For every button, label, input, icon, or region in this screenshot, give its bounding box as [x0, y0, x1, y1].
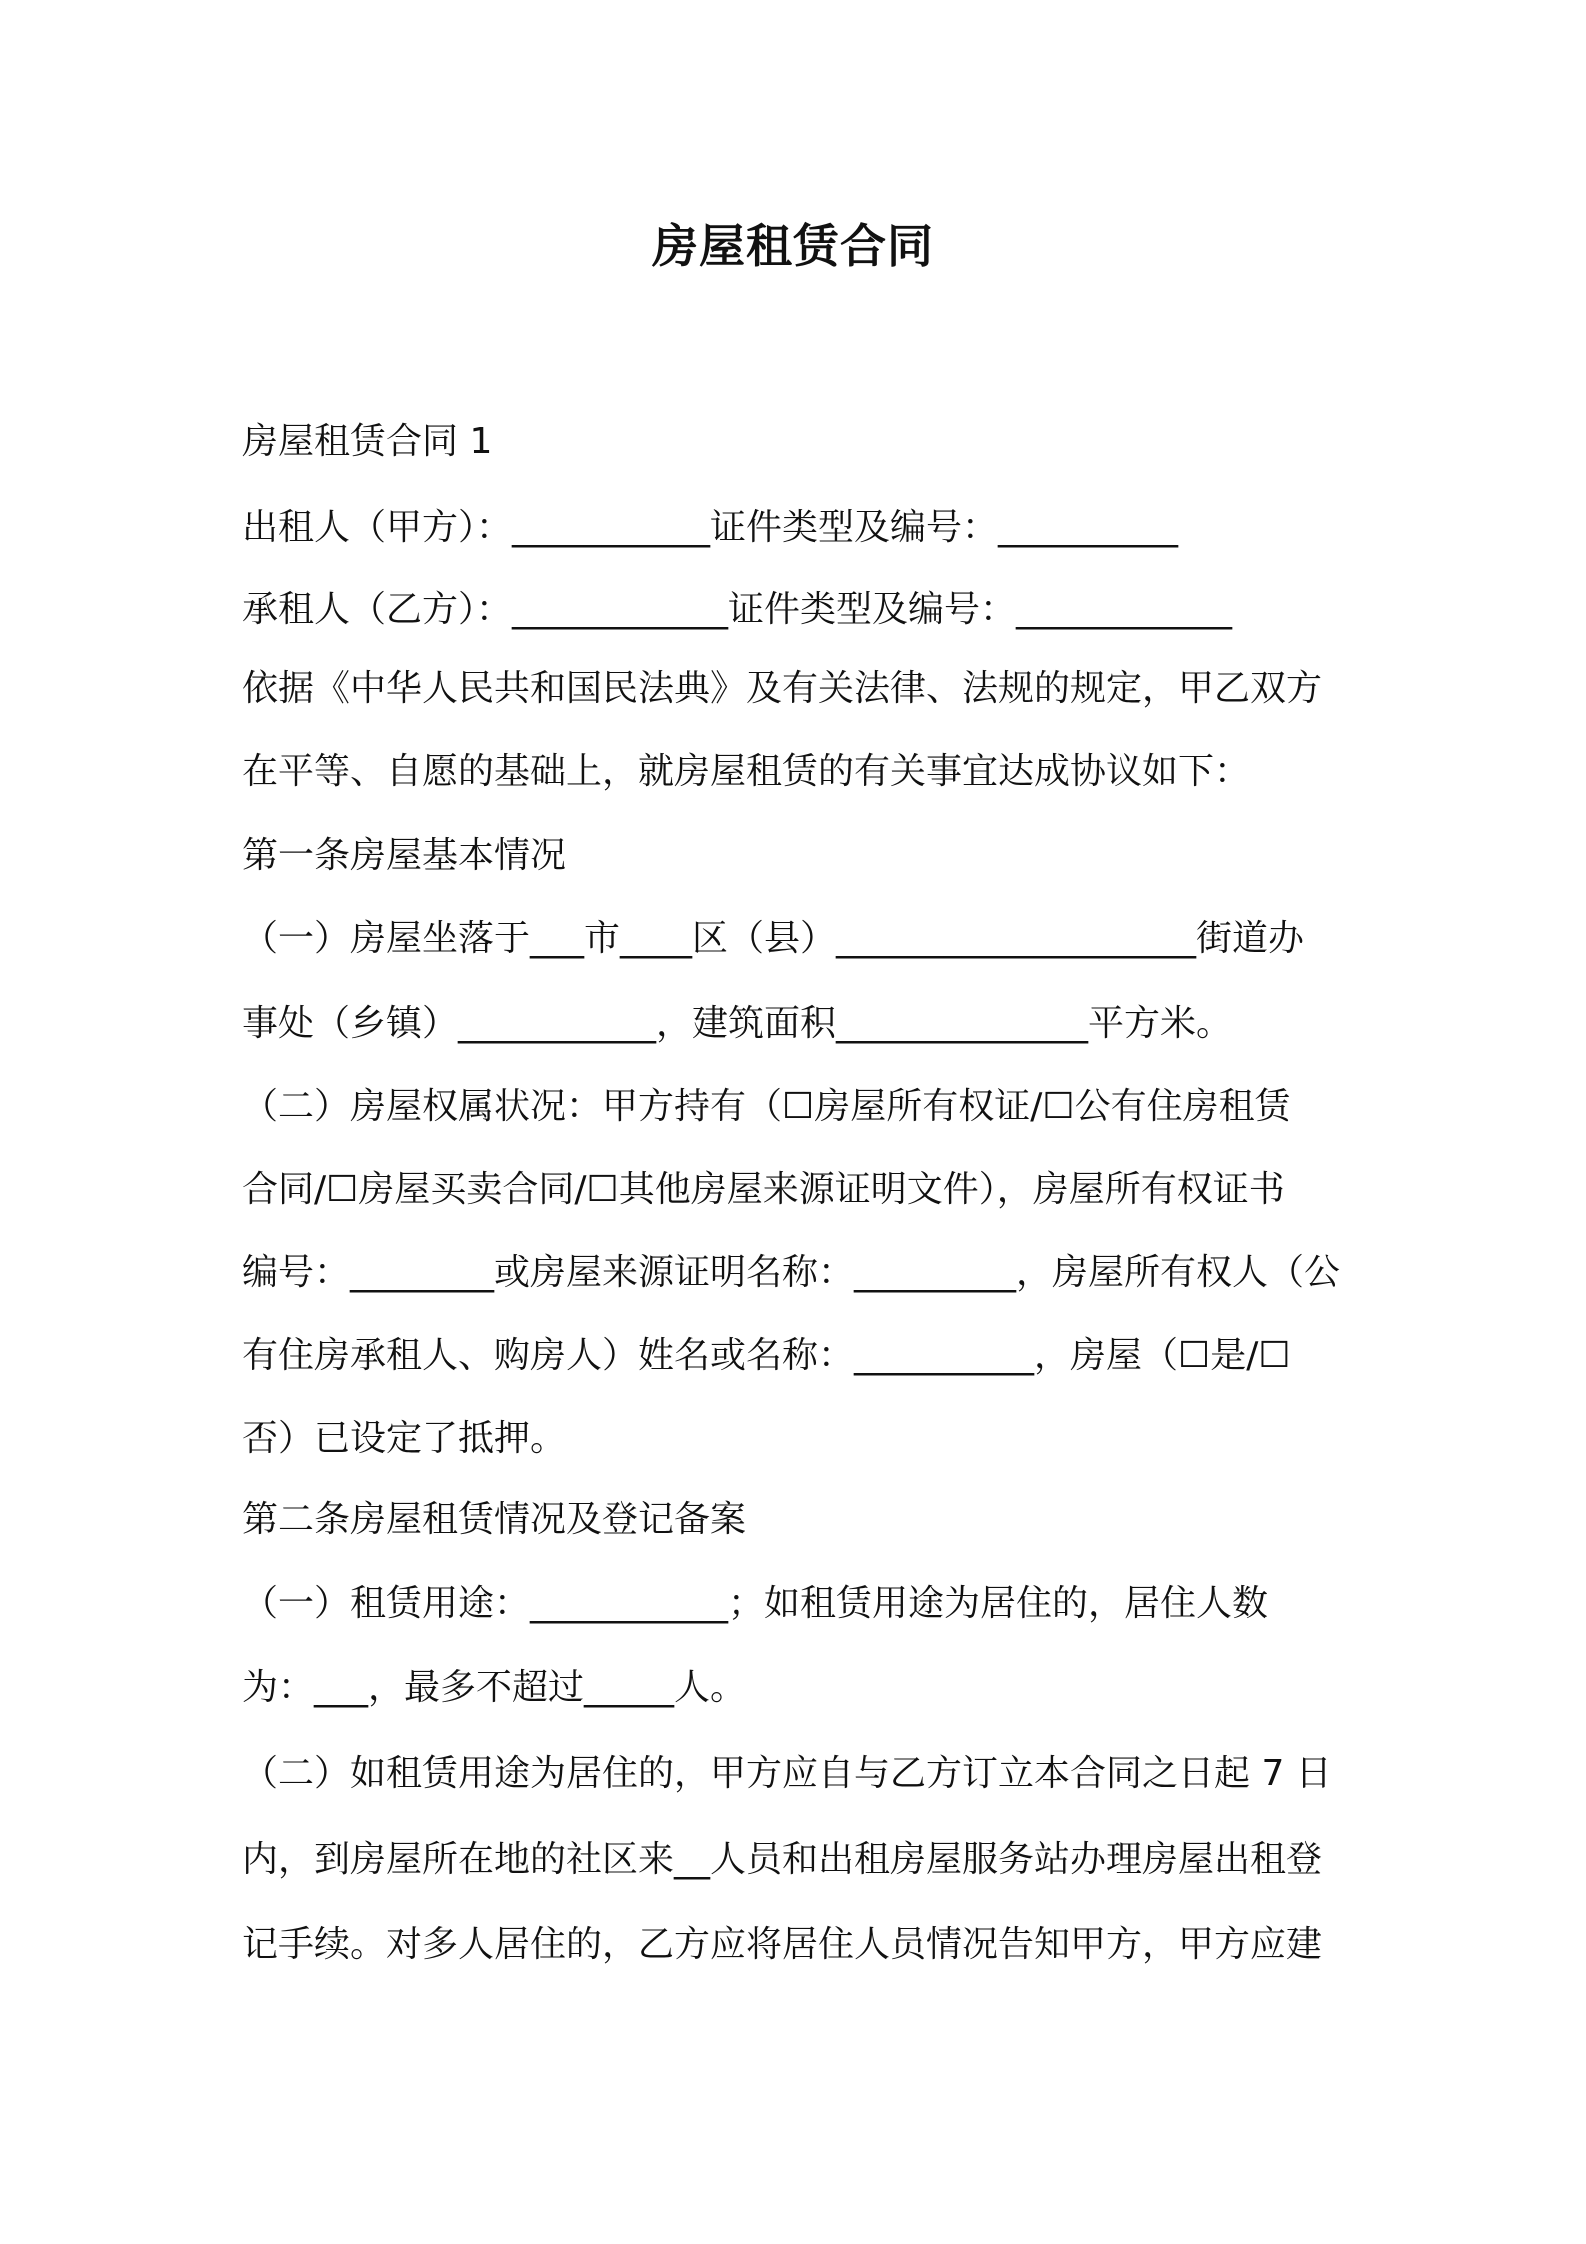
- body-line: 合同/☐房屋买卖合同/☐其他房屋来源证明文件），房屋所有权证书: [242, 1169, 1285, 1210]
- lessor-line: 出租人（甲方）：___________证件类型及编号：__________: [242, 507, 1179, 548]
- body-line: 否）已设定了抵押。: [242, 1418, 567, 1459]
- body-line: 为：___，最多不超过_____人。: [242, 1667, 747, 1708]
- body-line: （一）租赁用途：___________；如租赁用途为居住的，居住人数: [242, 1583, 1269, 1624]
- body-line: 内，到房屋所在地的社区来__人员和出租房屋服务站办理房屋出租登: [242, 1839, 1323, 1880]
- body-line: （二）房屋权属状况：甲方持有（☐房屋所有权证/☐公有住房租赁: [242, 1086, 1291, 1127]
- body-line: 编号：________或房屋来源证明名称：_________，房屋所有权人（公: [242, 1252, 1341, 1293]
- body-line: （一）房屋坐落于___市____区（县）____________________街道办: [242, 918, 1305, 959]
- article-heading: 第一条房屋基本情况: [242, 835, 567, 876]
- contract-subtitle: 房屋租赁合同 1: [242, 421, 493, 462]
- lessee-line: 承租人（乙方）：____________证件类型及编号：____________: [242, 589, 1233, 630]
- body-line: 在平等、自愿的基础上，就房屋租赁的有关事宜达成协议如下：: [242, 751, 1251, 792]
- body-line: 有住房承租人、购房人）姓名或名称：__________，房屋（☐是/☐: [242, 1335, 1291, 1376]
- body-line: 事处（乡镇）___________，建筑面积______________平方米。: [242, 1003, 1233, 1044]
- document-title: 房屋租赁合同: [652, 219, 934, 273]
- body-line: 记手续。对多人居住的，乙方应将居住人员情况告知甲方，甲方应建: [242, 1924, 1323, 1965]
- body-line: （二）如租赁用途为居住的，甲方应自与乙方订立本合同之日起 7 日: [242, 1753, 1332, 1794]
- article-heading: 第二条房屋租赁情况及登记备案: [242, 1499, 747, 1540]
- body-line: 依据《中华人民共和国民法典》及有关法律、法规的规定，甲乙双方: [242, 668, 1323, 709]
